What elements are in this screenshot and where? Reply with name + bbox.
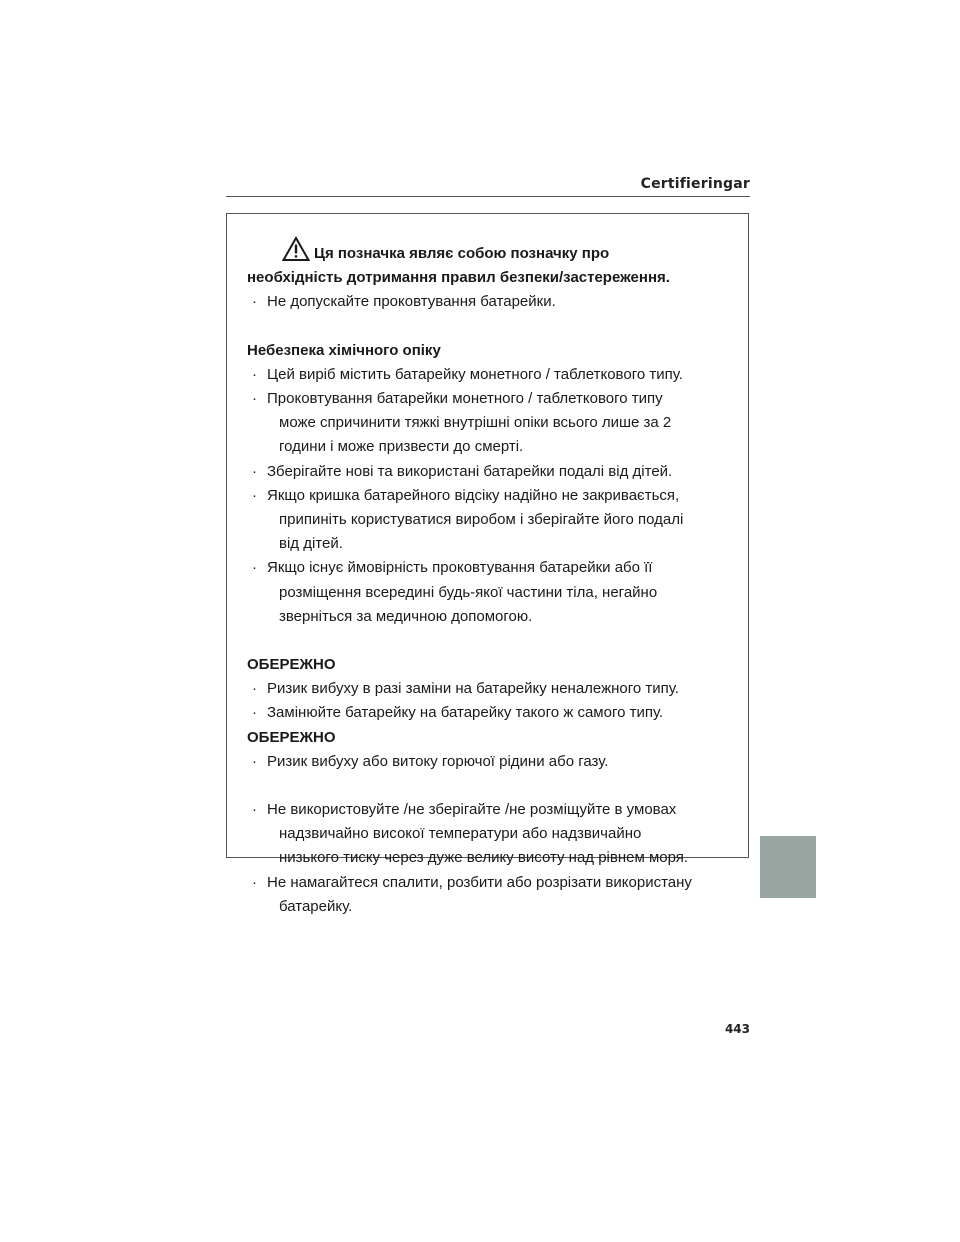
section-title: Certifieringar [640,176,750,192]
bullet-item [247,484,736,508]
bullet-item [247,387,736,411]
chemical-heading: Небезпека хімічного опіку [247,341,441,359]
bullet-text: Якщо кришка батарейного відсіку надійно не закривається, [267,486,680,504]
bullet-text: Цей виріб містить батарейку монетного / таблеткового типу. [267,365,683,383]
intro-bullet-text: Не допускайте проковтування батарейки. [267,293,556,311]
bullet-dot: · [252,680,257,698]
final-bullet-list [247,798,736,919]
intro-bullet [247,290,736,314]
header-rule [226,196,750,197]
warning-content [247,242,736,919]
warning-triangle-icon [282,236,310,262]
bullet-text: Якщо існує ймовірність проковтування батарейки або її [267,559,653,577]
caution-bullet-list-1 [247,677,736,725]
bullet-dot: · [252,704,257,722]
page-number: 443 [724,1022,750,1036]
bullet-dot: · [252,801,257,819]
bullet-text: Не намагайтеся спалити, розбити або розрізати використану [267,873,692,891]
bullet-continuation: може спричинити тяжкі внутрішні опіки всього лише за 2 [279,414,672,432]
spacer [247,774,736,798]
spacer [247,315,736,339]
caution-heading-1: ОБЕРЕЖНО [247,656,336,674]
bullet-continuation: зверніться за медичною допомогою. [279,607,533,625]
bullet-text: Зберігайте нові та використані батарейки подалі від дітей. [267,462,673,480]
bullet-item [247,701,736,725]
bullet-item [247,677,736,701]
bullet-item [247,363,736,387]
warning-box [226,213,749,915]
chapter-side-tab [760,836,816,898]
bullet-continuation: розміщення всередині будь-якої частини тіла, негайно [279,583,658,601]
bullet-continuation: години і може призвести до смерті. [279,438,524,456]
bullet-dot: · [252,390,257,408]
bullet-item [247,798,736,822]
bullet-text: Не використовуйте /не зберігайте /не розміщуйте в умовах [267,801,677,819]
bullet-dot: · [252,873,257,891]
spacer [247,629,736,653]
bullet-continuation: надзвичайно високої температури або надзвичайно [279,825,642,843]
bullet-dot: · [252,365,257,383]
bullet-dot: · [252,559,257,577]
caution-heading-2: ОБЕРЕЖНО [247,728,336,746]
bullet-text: Ризик вибуху в разі заміни на батарейку неналежного типу. [267,680,679,698]
bullet-continuation: від дітей. [279,535,343,553]
bullet-text: Замінюйте батарейку на батарейку такого ж самого типу. [267,704,664,722]
warning-title-line-1 [247,242,736,266]
chemical-bullet-list [247,363,736,629]
warning-title-line-2: необхідність дотримання правил безпеки/застереження. [247,269,670,287]
bullet-dot: · [252,462,257,480]
bullet-item [247,460,736,484]
bullet-item [247,871,736,895]
bullet-text: Ризик вибуху або витоку горючої рідини або газу. [267,752,609,770]
bullet-continuation: припиніть користуватися виробом і зберігайте його подалі [279,511,684,529]
bullet-dot: · [252,293,257,311]
bullet-continuation: низького тиску через дуже велику висоту над рівнем моря. [279,849,689,867]
bullet-dot: · [252,486,257,504]
bullet-dot: · [252,752,257,770]
bullet-item [247,556,736,580]
bullet-continuation: батарейку. [279,897,353,915]
warning-title-text-1: Ця позначка являє собою позначку про [314,245,610,262]
bullet-text: Проковтування батарейки монетного / таблеткового типу [267,390,663,408]
caution-bullet-list-2 [247,750,736,774]
bullet-item [247,750,736,774]
